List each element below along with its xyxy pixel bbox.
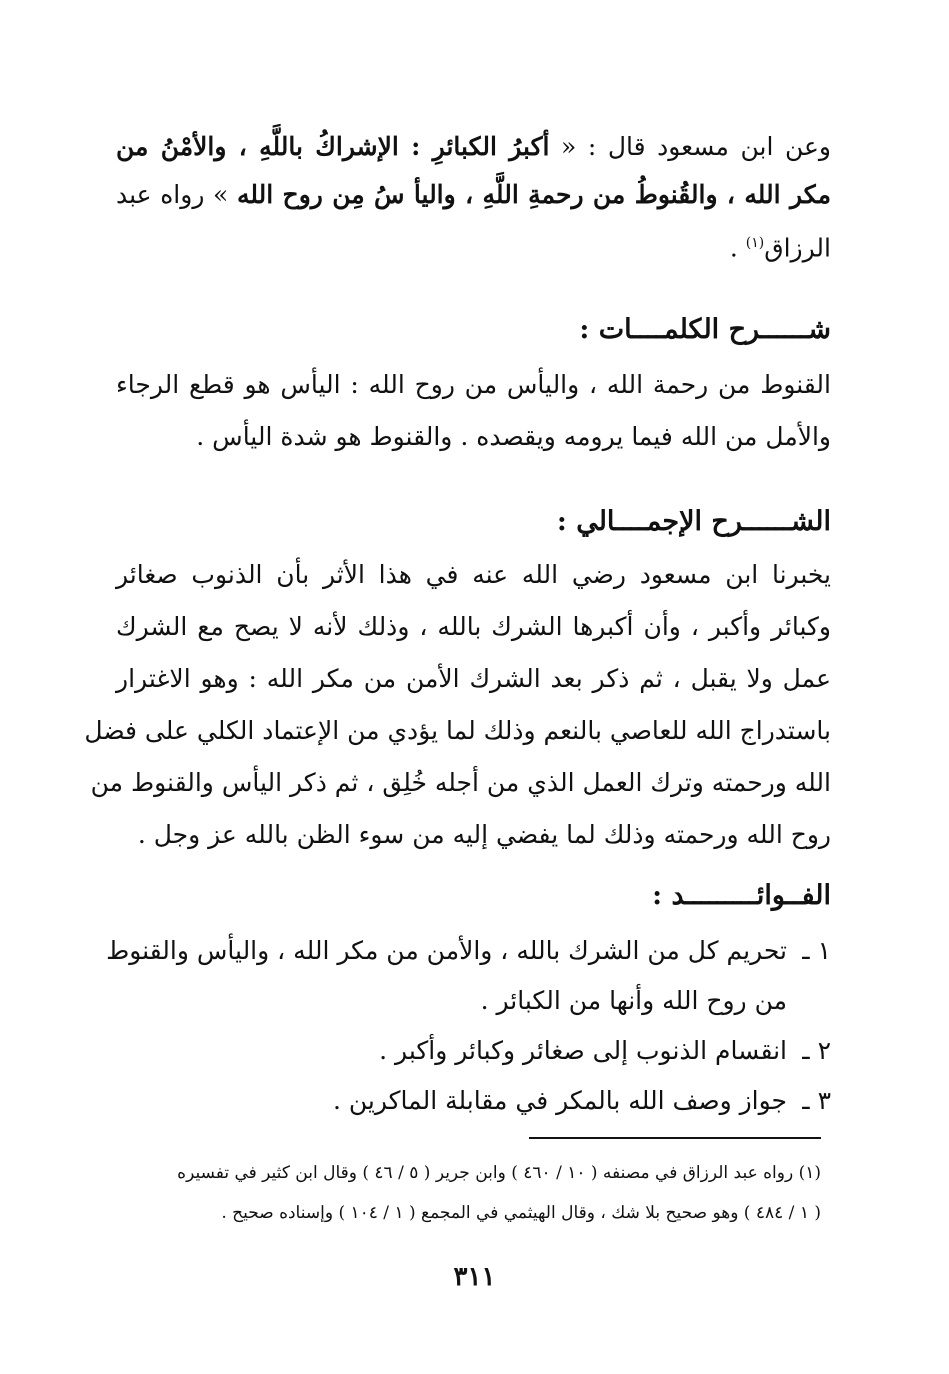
hadith-paragraph (116, 128, 831, 268)
benefit-text: جواز وصف الله بالمكر في مقابلة الماكرين . (332, 1086, 787, 1115)
general-explanation-line-1: يخبرنا ابن مسعود رضي الله عنه في هذا الأثر بأن الذنوب صغائر (116, 560, 831, 589)
benefit-number: ١ ـ (802, 936, 831, 965)
hadith-quote-part-1: أكبرُ الكبائرِ : الإشراكُ باللَّهِ ، والأمْنُ من (116, 132, 550, 161)
section-heading-benefits: الفــوائـــــــــد : (652, 880, 831, 911)
general-explanation-line-2: وكبائر وأكبر ، وأن أكبرها الشرك بالله ، وذلك لأنه لا يصح مع الشرك (116, 612, 831, 641)
word-explanation-paragraph (116, 366, 831, 456)
benefit-item-2 (379, 1032, 831, 1070)
general-explanation-line-3: عمل ولا يقبل ، ثم ذكر بعد الشرك الأمن من مكر الله : وهو الاغترار (116, 664, 831, 693)
benefit-text: تحريم كل من الشرك بالله ، والأمن من مكر الله ، واليأس والقنوط (106, 936, 787, 965)
hadith-line-3 (730, 224, 831, 267)
hadith-line-1 (116, 128, 831, 166)
footnote-marker: (١) (745, 235, 765, 251)
benefit-item-1 (106, 932, 831, 970)
benefit-number: ٣ ـ (802, 1086, 831, 1115)
benefit-number: ٢ ـ (802, 1036, 831, 1065)
general-explanation-line-5: الله ورحمته وترك العمل الذي من أجله خُلِق ، ثم ذكر اليأس والقنوط من (90, 768, 831, 797)
hadith-end: . (729, 233, 746, 263)
hadith-intro: وعن ابن مسعود قال : « (561, 132, 831, 161)
word-explanation-line-2: والأمل من الله فيما يرومه ويقصده . والقنوط هو شدة اليأس . (196, 422, 831, 451)
hadith-source: الرزاق (764, 233, 831, 263)
benefit-text: انقسام الذنوب إلى صغائر وكبائر وأكبر . (379, 1036, 787, 1065)
benefit-item-3 (333, 1082, 831, 1120)
general-explanation-paragraph (84, 556, 831, 849)
section-heading-general-explanation: الشــــــرح الإجمــــالي : (556, 506, 831, 537)
word-explanation-line-1: القنوط من رحمة الله ، واليأس من روح الله : اليأس هو قطع الرجاء (116, 370, 831, 399)
general-explanation-line-4: باستدراج الله للعاصي بالنعم وذلك لما يؤدي من الإعتماد الكلي على فضل (84, 716, 831, 745)
page-number: ٣١١ (453, 1262, 496, 1292)
benefits-list (106, 932, 831, 1122)
section-heading-word-explanation: شــــــرح الكلمــــات : (579, 314, 831, 345)
footnote-line-2: ( ١ / ٤٨٤ ) وهو صحيح بلا شك ، وقال الهيثمي في المجمع ( ١ / ١٠٤ ) وإسناده صحيح . (221, 1203, 821, 1223)
general-explanation-line-6: روح الله ورحمته وذلك لما يفضي إليه من سوء الظن بالله عز وجل . (137, 820, 831, 849)
hadith-attribution: » رواه عبد (116, 180, 229, 209)
hadith-line-2 (116, 176, 831, 214)
benefit-text-continued: من روح الله وأنها من الكبائر . (480, 986, 787, 1015)
hadith-quote-part-2: مكر الله ، والقُنوطُ من رحمةِ اللَّهِ ، واليأ سُ مِن روح الله (236, 180, 831, 209)
footnote-separator (529, 1137, 821, 1139)
footnote-line-1: (١) رواه عبد الرزاق في مصنفه ( ١٠ / ٤٦٠ ) وابن جرير ( ٥ / ٤٦ ) وقال ابن كثير في تفسيره (177, 1163, 821, 1183)
benefit-item-1-continued (481, 982, 787, 1020)
